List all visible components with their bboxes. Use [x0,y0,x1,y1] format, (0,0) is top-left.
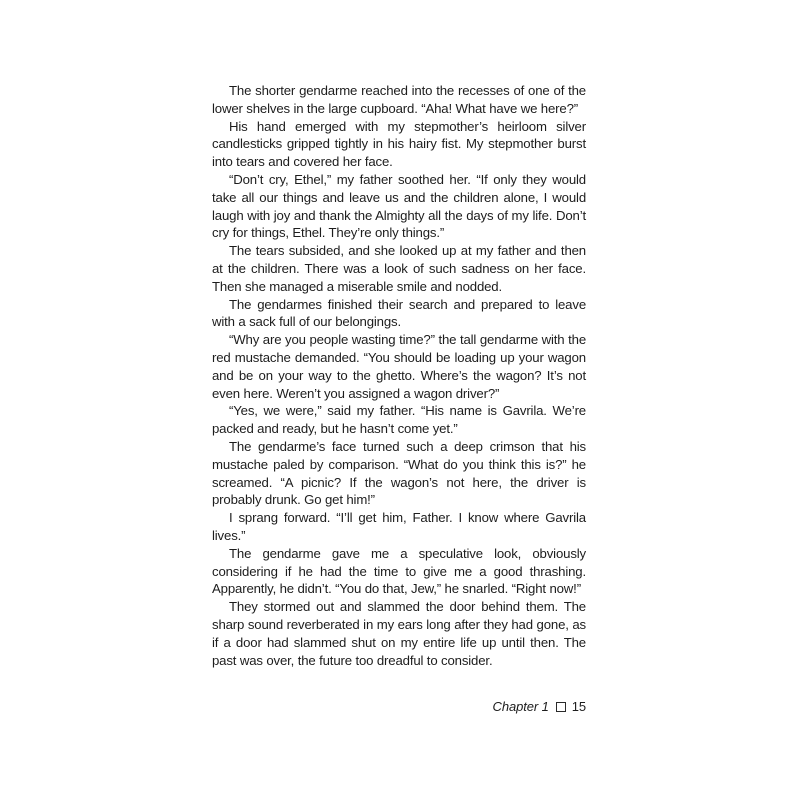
page-number: 15 [571,699,586,714]
paragraph: “Don’t cry, Ethel,” my father soothed her. “If only they would take all our things and leave us and the children alone, I would laugh with joy and thank the Almighty all the days of my life. Don’t cry for things, Ethel. They’re only things.” [212,171,586,241]
paragraph: I sprang forward. “I’ll get him, Father. I know where Gavrila lives.” [212,510,586,543]
paragraph: His hand emerged with my stepmother’s heirloom silver candlesticks gripped tightly in his hairy fist. My stepmother burst into tears and covered her face. [212,118,586,170]
body-text-block [212,82,586,669]
paragraph: The shorter gendarme reached into the recesses of one of the lower shelves in the large cupboard. “Aha! What have we here?” [212,83,586,116]
paragraph: They stormed out and slammed the door behind them. The sharp sound reverberated in my ears long after they had gone, as if a door had slammed shut on my entire life up until then. The past was over, the future too dreadful to consider. [212,599,586,668]
chapter-label: Chapter 1 [492,699,549,714]
paragraph: “Why are you people wasting time?” the tall gendarme with the red mustache demanded. “You should be loading up your wagon and be on your way to the ghetto. Where’s the wagon? It’s not even here. Weren’t you assigned a wagon driver?” [212,332,586,401]
paragraph: The gendarmes finished their search and prepared to leave with a sack full of our belongings. [212,296,586,330]
paragraph: “Yes, we were,” said my father. “His name is Gavrila. We’re packed and ready, but he hasn’t come yet.” [212,403,586,437]
paragraph: The gendarme gave me a speculative look, obviously considering if he had the time to give me a good thrashing. Apparently, he didn’t. “You do that, Jew,” he snarled. “Right now!” [212,545,586,597]
paragraph: The tears subsided, and she looked up at my father and then at the children. There was a look of such sadness on her face. Then she managed a miserable smile and nodded. [212,243,586,294]
page-footer [212,699,586,714]
paragraph: The gendarme’s face turned such a deep crimson that his mustache paled by comparison. “What do you think this is?” he screamed. “A picnic? If the wagon’s not here, the driver is probably drunk. Go get him!” [212,438,586,508]
open-square-icon [556,702,566,712]
